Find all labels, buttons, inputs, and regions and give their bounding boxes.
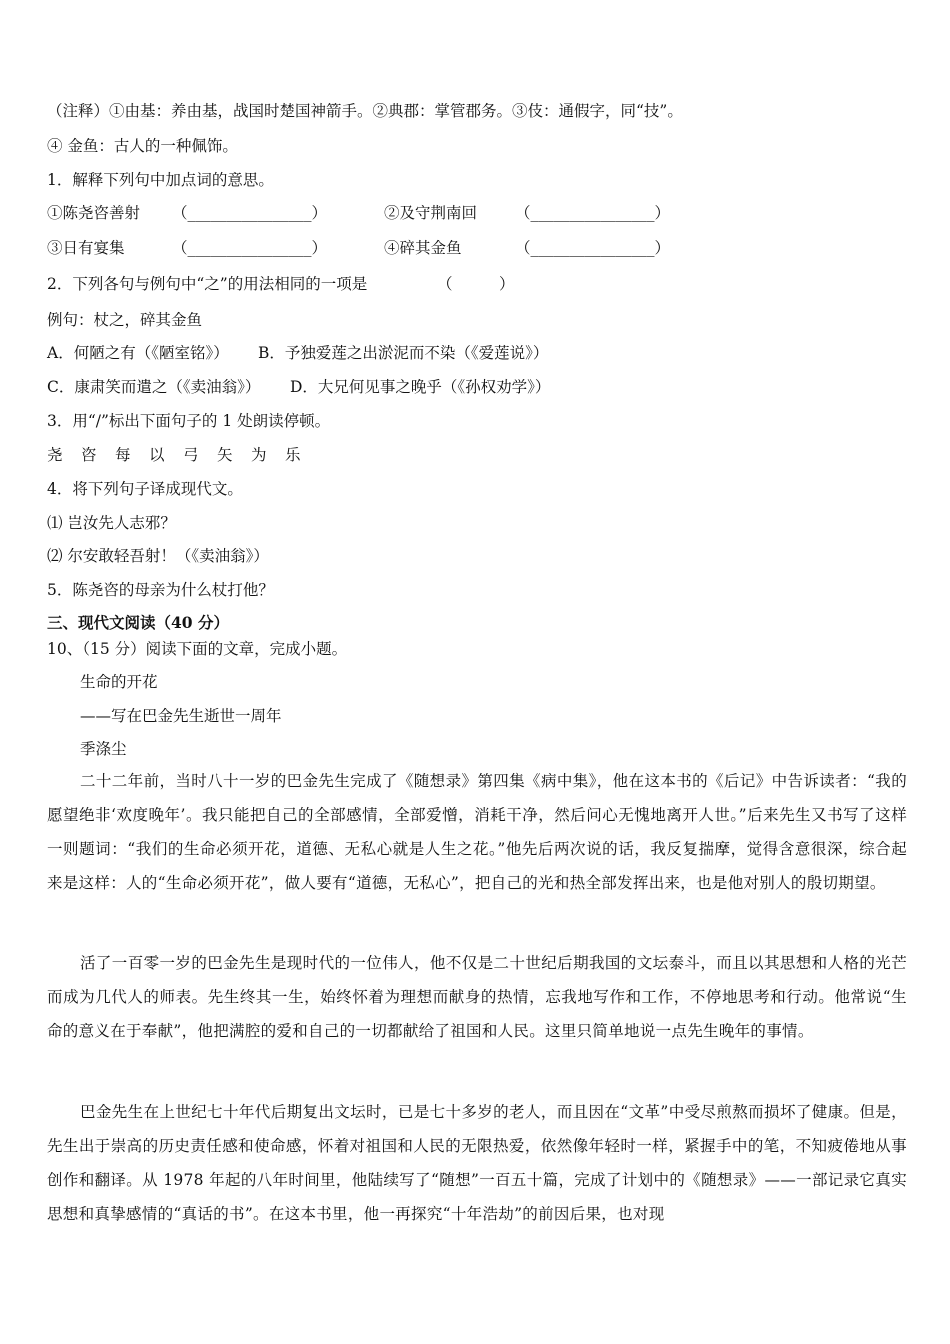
- question-1-row-2: [47, 238, 671, 258]
- question-1-stem: 1．解释下列句中加点词的意思。: [47, 171, 274, 189]
- q3-char: 每: [115, 446, 131, 464]
- article-title: 生命的开花: [80, 673, 158, 691]
- question-4-sentence-2: ⑵ 尔安敢轻吾射！（《卖油翁》）: [47, 547, 269, 565]
- q3-char: 乐: [285, 446, 301, 464]
- q1-item-3: ③日有宴集: [47, 239, 125, 257]
- question-5-stem: 5．陈尧咨的母亲为什么杖打他？: [47, 581, 274, 599]
- question-2-options-cd: [47, 377, 551, 397]
- question-2-answer-paren[interactable]: （ ）: [437, 275, 515, 293]
- question-4-stem: 4．将下列句子译成现代文。: [47, 480, 243, 498]
- article-paragraph-3: 巴金先生在上世纪七十年代后期复出文坛时，已是七十多岁的老人，而且因在“文革”中受尽煎熬而损坏了健康。但是，先生出于崇高的历史责任感和使命感，怀着对祖国和人民的无限热爱，依然像年轻时一样，紧握手中的笔，不知疲倦地从事创作和翻译。从 1978 年起的八年时间里，他陆续写了“随想”一百五十篇，完成了计划中的《随想录》——一部记录它真实思想和真挚感情的“真话的书”。在这本书里，他一再探究“十年浩劫”的前因后果，也对现: [47, 1103, 907, 1223]
- article-paragraph-2: 活了一百零一岁的巴金先生是现时代的一位伟人，他不仅是二十世纪后期我国的文坛泰斗，而且以其思想和人格的光芒而成为几代人的师表。先生终其一生，始终怀着为理想而献身的热情，忘我地写作和工作，不停地思考和行动。他常说“生命的意义在于奉献”，他把满腔的爱和自己的一切都献给了祖国和人民。这里只简单地说一点先生晚年的事情。: [47, 954, 907, 1040]
- q3-char: 为: [251, 446, 267, 464]
- question-3-sentence[interactable]: [47, 445, 319, 465]
- question-10-stem: 10、（15 分）阅读下面的文章，完成小题。: [47, 640, 348, 658]
- q1-item-1: ①陈尧咨善射: [47, 204, 141, 222]
- q2-option-a[interactable]: A．何陋之有（《陋室铭》）: [47, 344, 229, 362]
- q1-item-4: ④碎其金鱼: [384, 239, 462, 257]
- article-subtitle: ——写在巴金先生逝世一周年: [80, 707, 282, 725]
- q3-char: 矢: [217, 446, 233, 464]
- question-1-row-1: [47, 203, 671, 223]
- question-2-example: 例句：杖之，碎其金鱼: [47, 311, 203, 329]
- question-2-stem-line: [47, 274, 515, 294]
- q3-char: 尧: [47, 446, 63, 464]
- q2-option-c[interactable]: C．康肃笑而遣之（《卖油翁》）: [47, 378, 261, 396]
- note-line-1: （注释）①由基：养由基，战国时楚国神箭手。②典郡：掌管郡务。③伎：通假字，同“技”。: [47, 102, 683, 120]
- question-4-sentence-1: ⑴ 岂汝先人志邪？: [47, 514, 176, 532]
- q3-char: 弓: [183, 446, 199, 464]
- question-2-stem: 2．下列各句与例句中“之”的用法相同的一项是: [47, 275, 368, 293]
- question-3-stem: 3．用“/”标出下面句子的 1 处朗读停顿。: [47, 412, 331, 430]
- section-3-title: 三、现代文阅读（40 分）: [47, 613, 229, 632]
- question-2-options-ab: [47, 343, 549, 363]
- q1-answer-blank-1[interactable]: （________________）: [172, 204, 328, 222]
- article-author: 季涤尘: [80, 740, 127, 758]
- q1-answer-blank-4[interactable]: （________________）: [515, 239, 671, 257]
- article-paragraph-1: 二十二年前，当时八十一岁的巴金先生完成了《随想录》第四集《病中集》，他在这本书的《后记》中告诉读者：“我的愿望绝非‘欢度晚年’。我只能把自己的全部感情，全部爱憎，消耗干净，然后问心无愧地离开人世。”后来先生又书写了这样一则题词：“我们的生命必须开花，道德、无私心就是人生之花。”他先后两次说的话，我反复揣摩，觉得含意很深，综合起来是这样：人的“生命必须开花”，做人要有“道德，无私心”，把自己的光和热全部发挥出来，也是他对别人的殷切期望。: [47, 772, 907, 892]
- q2-option-b[interactable]: B．予独爱莲之出淤泥而不染（《爱莲说》）: [258, 344, 549, 362]
- q1-answer-blank-3[interactable]: （________________）: [172, 239, 328, 257]
- note-line-2: ④ 金鱼：古人的一种佩饰。: [47, 137, 238, 155]
- q3-char: 以: [149, 446, 165, 464]
- q1-answer-blank-2[interactable]: （________________）: [515, 204, 671, 222]
- q1-item-2: ②及守荆南回: [384, 204, 478, 222]
- q2-option-d[interactable]: D．大兄何见事之晚乎（《孙权劝学》）: [290, 378, 551, 396]
- q3-char: 咨: [81, 446, 97, 464]
